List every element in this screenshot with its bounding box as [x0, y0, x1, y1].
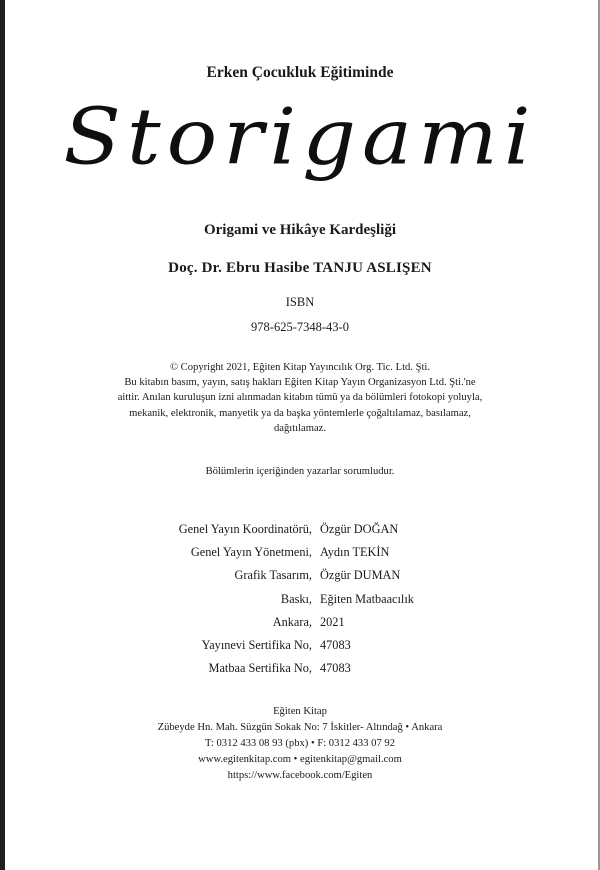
book-title: Storigami — [63, 91, 537, 183]
publisher-name: Eğiten Kitap — [273, 706, 327, 717]
credit-value: 47083 — [320, 661, 351, 676]
copyright-line: dağıtılamaz. — [273, 422, 327, 434]
credit-value: 47083 — [320, 638, 351, 653]
publisher-web-email: www.egitenkitap.com • egitenkitap@gmail.com — [198, 754, 402, 766]
credit-value: 2021 — [320, 614, 345, 629]
credit-label: Baskı, — [280, 591, 312, 606]
credit-row — [0, 634, 600, 657]
credit-row — [0, 564, 600, 587]
copyright-line: aittir. Anılan kuruluşun izni alınmadan kitabın tümü ya da bölümleri fotokopi yoluyla, — [117, 392, 483, 404]
credits-list — [0, 518, 600, 680]
book-subtitle-top: Erken Çocukluk Eğitiminde — [206, 64, 394, 81]
isbn-value: 978-625-7348-43-0 — [251, 320, 349, 334]
credit-value: Aydın TEKİN — [320, 545, 390, 560]
credit-row — [0, 518, 600, 541]
copyright-line: © Copyright 2021, Eğiten Kitap Yayıncılık Org. Tic. Ltd. Şti. — [169, 362, 431, 373]
credit-row — [0, 541, 600, 564]
credit-value: Özgür DUMAN — [320, 568, 401, 583]
credit-label: Ankara, — [272, 614, 312, 629]
publisher-address: Zübeyde Hn. Mah. Süzgün Sokak No: 7 İskitler- Altındağ • Ankara — [157, 722, 443, 734]
isbn-label: ISBN — [285, 295, 315, 309]
credit-label: Genel Yayın Koordinatörü, — [178, 522, 312, 537]
credit-value: Özgür DOĞAN — [320, 522, 399, 537]
content-disclaimer: Bölümlerin içeriğinden yazarlar sorumludur. — [205, 466, 395, 477]
credit-label: Grafik Tasarım, — [234, 568, 312, 583]
publisher-info — [0, 704, 600, 784]
copyright-line: mekanik, elektronik, manyetik ya da başka yöntemlerle çoğaltılamaz, basılamaz, — [129, 407, 471, 419]
copyright-notice — [110, 360, 490, 436]
book-author: Doç. Dr. Ebru Hasibe TANJU ASLIŞEN — [168, 260, 432, 276]
publisher-facebook: https://www.facebook.com/Egiten — [227, 770, 373, 782]
credit-label: Genel Yayın Yönetmeni, — [190, 545, 312, 560]
credit-label: Yayınevi Sertifika No, — [201, 638, 312, 653]
publisher-phone: T: 0312 433 08 93 (pbx) • F: 0312 433 07 92 — [204, 738, 396, 750]
credit-row — [0, 657, 600, 680]
credit-value: Eğiten Matbaacılık — [320, 591, 414, 606]
book-subheading: Origami ve Hikâye Kardeşliği — [203, 222, 397, 238]
credit-label: Matbaa Sertifika No, — [208, 661, 312, 676]
copyright-line: Bu kitabın basım, yayın, satış hakları Eğiten Kitap Yayın Organizasyon Ltd. Şti.'ne — [124, 377, 476, 389]
credit-row — [0, 611, 600, 634]
credit-row — [0, 588, 600, 611]
